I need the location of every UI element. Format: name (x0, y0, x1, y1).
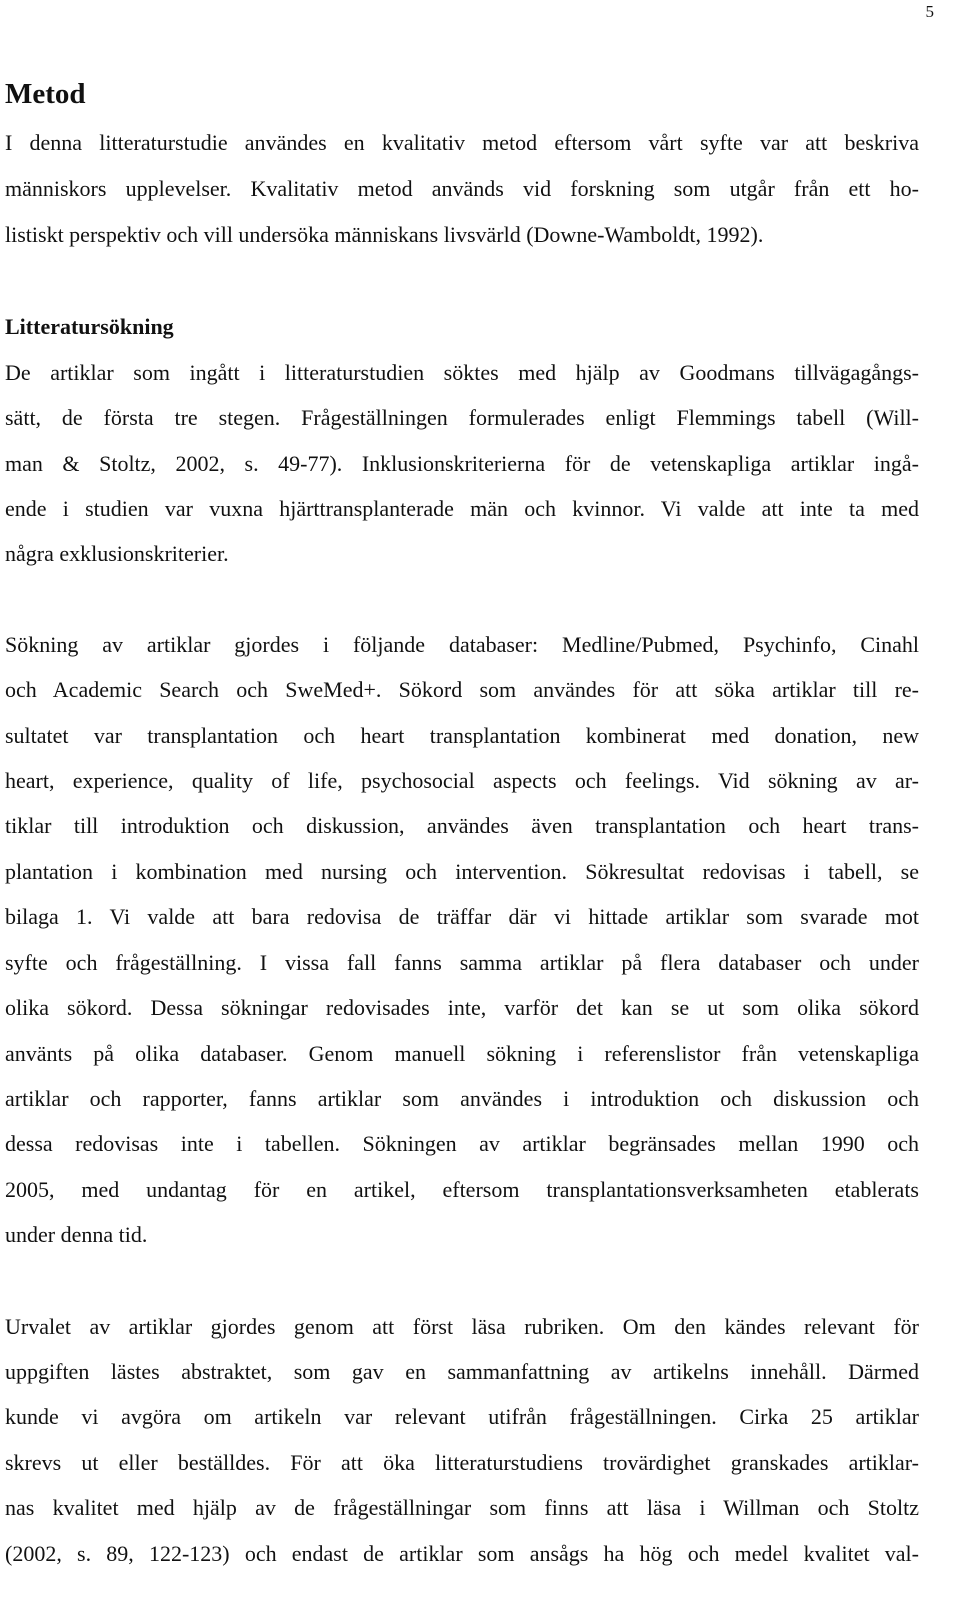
metod-line-1: I denna litteraturstudie användes en kvalitativ metod eftersom vårt syfte var att beskriva (5, 130, 919, 155)
page-number: 5 (925, 2, 934, 21)
p2-line-1: Sökning av artiklar gjordes i följande databaser: Medline/Pubmed, Psychinfo, Cinahl (5, 632, 919, 657)
p2-line-2: och Academic Search och SweMed+. Sökord som användes för att söka artiklar till re- (5, 677, 919, 702)
p1-line-2: sätt, de första tre stegen. Frågeställningen formulerades enligt Flemmings tabell (Will- (5, 405, 919, 430)
p2-line-8: syfte och frågeställning. I vissa fall fanns samma artiklar på flera databaser och under (5, 950, 919, 975)
p3-line-6: (2002, s. 89, 122-123) och endast de artiklar som ansågs ha hög och medel kvalitet val- (5, 1541, 919, 1566)
p2-line-5: tiklar till introduktion och diskussion, användes även transplantation och heart trans- (5, 813, 919, 838)
p3-line-3: kunde vi avgöra om artikeln var relevant utifrån frågeställningen. Cirka 25 artiklar (5, 1404, 919, 1429)
p3-line-5: nas kvalitet med hjälp av de frågeställningar som finns att läsa i Willman och Stoltz (5, 1495, 919, 1520)
p3-line-4: skrevs ut eller beställdes. För att öka litteraturstudiens trovärdighet granskades artiklar- (5, 1450, 919, 1475)
p2-line-6: plantation i kombination med nursing och intervention. Sökresultat redovisas i tabell, se (5, 859, 919, 884)
p2-line-13: 2005, med undantag för en artikel, eftersom transplantationsverksamheten etablerats (5, 1177, 919, 1202)
p2-line-12: dessa redovisas inte i tabellen. Sökningen av artiklar begränsades mellan 1990 och (5, 1131, 919, 1156)
metod-line-2: människors upplevelser. Kvalitativ metod används vid forskning som utgår från ett ho- (5, 176, 919, 201)
p3-line-2: uppgiften lästes abstraktet, som gav en sammanfattning av artikelns innehåll. Därmed (5, 1359, 919, 1384)
heading-metod: Metod (5, 78, 86, 110)
heading-litteratursokning: Litteratursökning (5, 314, 174, 339)
p2-line-14: under denna tid. (5, 1222, 148, 1247)
p3-line-1: Urvalet av artiklar gjordes genom att först läsa rubriken. Om den kändes relevant för (5, 1314, 919, 1339)
p2-line-10: använts på olika databaser. Genom manuell sökning i referenslistor från vetenskapliga (5, 1041, 919, 1066)
p1-line-3: man & Stoltz, 2002, s. 49-77). Inklusionskriterierna för de vetenskapliga artiklar ingå- (5, 451, 919, 476)
p2-line-11: artiklar och rapporter, fanns artiklar som användes i introduktion och diskussion och (5, 1086, 919, 1111)
p2-line-3: sultatet var transplantation och heart transplantation kombinerat med donation, new (5, 723, 919, 748)
p2-line-7: bilaga 1. Vi valde att bara redovisa de träffar där vi hittade artiklar som svarade mot (5, 904, 919, 929)
p2-line-4: heart, experience, quality of life, psychosocial aspects och feelings. Vid sökning av ar- (5, 768, 919, 793)
p1-line-4: ende i studien var vuxna hjärttransplanterade män och kvinnor. Vi valde att inte ta med (5, 496, 919, 521)
p1-line-1: De artiklar som ingått i litteraturstudien söktes med hjälp av Goodmans tillvägagångs- (5, 360, 919, 385)
p2-line-9: olika sökord. Dessa sökningar redovisades inte, varför det kan se ut som olika sökord (5, 995, 919, 1020)
p1-line-5: några exklusionskriterier. (5, 541, 229, 566)
metod-line-3: listiskt perspektiv och vill undersöka människans livsvärld (Downe-Wamboldt, 1992). (5, 222, 764, 247)
